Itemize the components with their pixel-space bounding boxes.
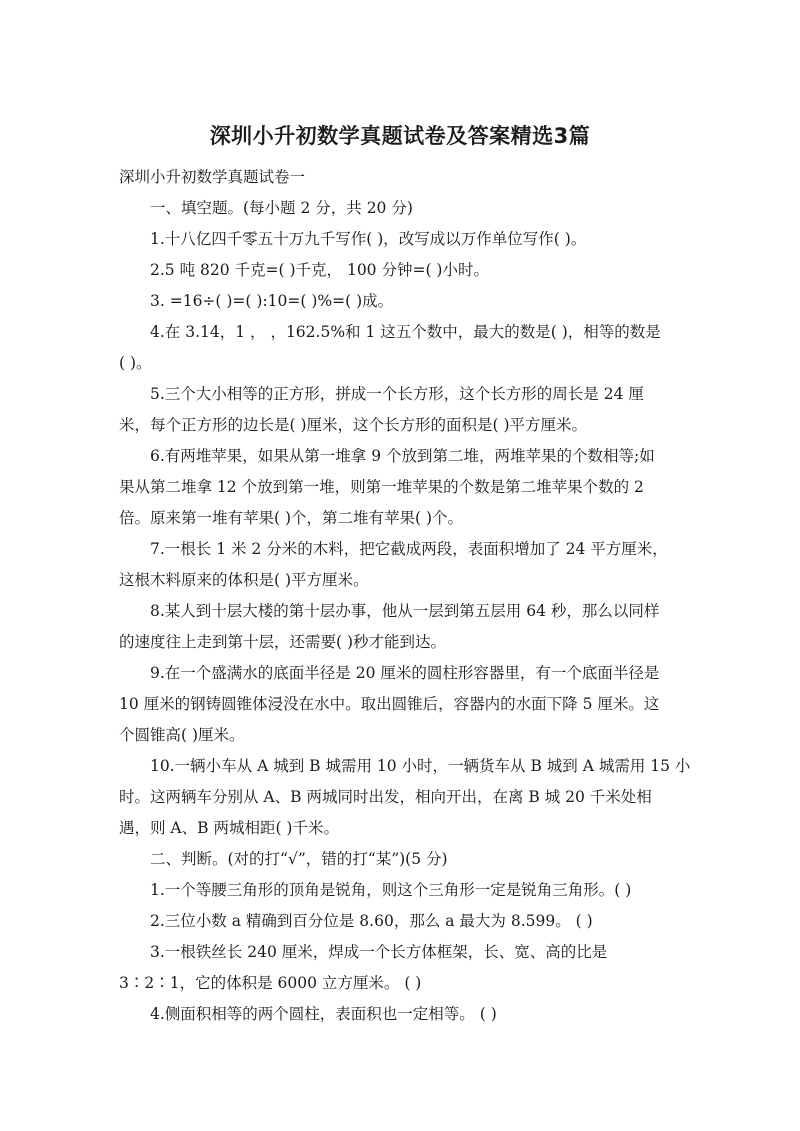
section2-heading: 二、判断。(对的打“√”，错的打“某”)(5 分) (150, 850, 448, 868)
question-2-2: 2.三位小数 a 精确到百分位是 8.60，那么 a 最大为 8.599。 ( ) (150, 912, 593, 930)
question-1-9-line3: 个圆锥高( )厘米。 (119, 726, 245, 744)
question-1-7-line2: 这根木料原来的体积是( )平方厘米。 (119, 571, 369, 589)
section1-heading: 一、填空题。(每小题 2 分，共 20 分) (150, 199, 413, 217)
question-2-3-line2: 3∶2∶1，它的体积是 6000 立方厘米。 ( ) (119, 974, 422, 992)
question-1-8-line1: 8.某人到十层大楼的第十层办事，他从一层到第五层用 64 秒，那么以同样 (150, 602, 660, 620)
question-1-6-line3: 倍。原来第一堆有苹果( )个，第二堆有苹果( )个。 (119, 509, 464, 527)
document-title: 深圳小升初数学真题试卷及答案精选3篇 (209, 124, 591, 148)
question-1-10-line3: 遇，则 A、B 两城相距( )千米。 (119, 819, 339, 837)
question-1-9-line1: 9.在一个盛满水的底面半径是 20 厘米的圆柱形容器里，有一个底面半径是 (150, 664, 660, 682)
question-1-3: 3. =16÷( )=( ):10=( )%=( )成。 (150, 292, 394, 310)
question-1-1: 1.十八亿四千零五十万九千写作( )，改写成以万作单位写作( )。 (150, 230, 587, 248)
question-1-4-line1: 4.在 3.14，1 ， ，162.5%和 1 这五个数中，最大的数是( )，相等的数是 (150, 323, 661, 341)
document-body (119, 162, 691, 1030)
question-1-5-line1: 5.三个大小相等的正方形，拼成一个长方形，这个长方形的周长是 24 厘 (150, 385, 644, 403)
question-1-6-line2: 果从第二堆拿 12 个放到第一堆，则第一堆苹果的个数是第二堆苹果个数的 2 (119, 478, 644, 496)
question-1-4-line2: ( )。 (119, 354, 152, 372)
question-1-7-line1: 7.一根长 1 米 2 分米的木料，把它截成两段，表面积增加了 24 平方厘米， (150, 540, 668, 558)
question-2-4: 4.侧面积相等的两个圆柱，表面积也一定相等。 ( ) (150, 1005, 497, 1023)
question-1-9-line2: 10 厘米的钢铸圆锥体浸没在水中。取出圆锥后，容器内的水面下降 5 厘米。这 (119, 695, 660, 713)
question-1-10-line1: 10.一辆小车从 A 城到 B 城需用 10 小时，一辆货车从 B 城到 A 城需用 15 小 (150, 757, 691, 775)
subtitle: 深圳小升初数学真题试卷一 (119, 168, 306, 186)
question-2-3-line1: 3.一根铁丝长 240 厘米，焊成一个长方体框架，长、宽、高的比是 (150, 943, 608, 961)
question-2-1: 1.一个等腰三角形的顶角是锐角，则这个三角形一定是锐角三角形。( ) (150, 881, 632, 899)
question-1-5-line2: 米，每个正方形的边长是( )厘米，这个长方形的面积是( )平方厘米。 (119, 416, 588, 434)
question-1-6-line1: 6.有两堆苹果，如果从第一堆拿 9 个放到第二堆，两堆苹果的个数相等;如 (150, 447, 655, 465)
question-1-8-line2: 的速度往上走到第十层，还需要( )秒才能到达。 (119, 633, 447, 651)
question-1-2: 2.5 吨 820 千克=( )千克， 100 分钟=( )小时。 (150, 261, 489, 279)
question-1-10-line2: 时。这两辆车分别从 A、B 两城同时出发，相向开出，在离 B 城 20 千米处相 (119, 788, 652, 806)
